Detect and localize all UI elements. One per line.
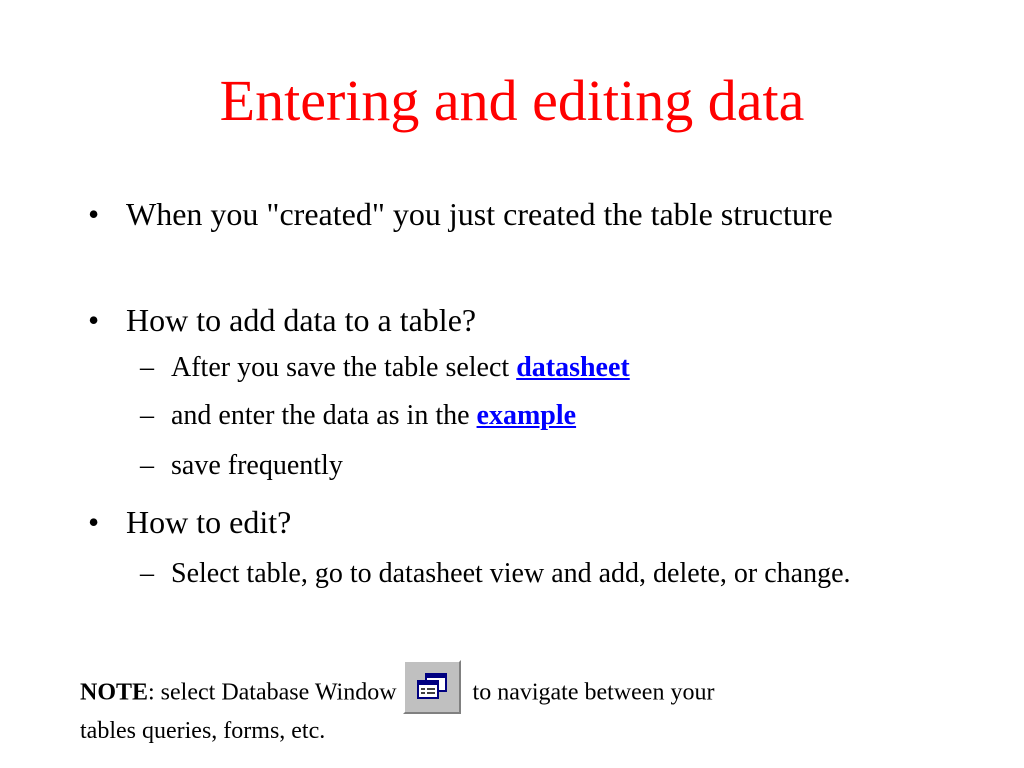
bullet-item: [88, 500, 908, 544]
note-label: NOTE: [80, 679, 149, 706]
sub-bullet-text: save frequently: [171, 450, 343, 481]
bullet-text: How to add data to a table?: [126, 302, 477, 338]
example-link[interactable]: example: [476, 400, 577, 431]
sub-bullet-item: [140, 348, 920, 388]
note-line-2: tables queries, forms, etc.: [80, 718, 326, 744]
bullet-text: When you "created" you just created the table structure: [126, 196, 833, 232]
sub-bullet-text: [171, 348, 920, 388]
bullet-item: [88, 298, 908, 342]
dash-marker: –: [140, 352, 154, 383]
sub-bullet-item: [140, 396, 920, 436]
sub-bullet-item: [140, 554, 920, 594]
database-window-button[interactable]: [403, 660, 461, 714]
dash-marker: –: [140, 400, 154, 431]
sub-bullet-text-before: After you save the table select: [171, 352, 517, 383]
dash-marker: –: [140, 558, 154, 589]
sub-bullet-text-before: and enter the data as in the: [171, 400, 477, 431]
dash-marker: –: [140, 450, 154, 481]
slide-title: Entering and editing data: [219, 68, 805, 133]
note-text: [80, 674, 860, 748]
bullet-text: How to edit?: [126, 504, 292, 540]
sub-bullet-text: Select table, go to datasheet view and add, delete, or change.: [171, 558, 851, 589]
bullet-item: [88, 192, 908, 236]
datasheet-link[interactable]: datasheet: [516, 352, 630, 383]
bullet-marker: •: [88, 196, 100, 232]
sub-bullet-item: [140, 446, 920, 486]
note-line-1: [80, 674, 860, 714]
bullet-marker: •: [88, 504, 100, 540]
note-text-after-icon: to navigate between your: [466, 679, 715, 706]
sub-bullet-text: [171, 396, 920, 436]
note-text-before-icon: : select Database Window: [148, 679, 397, 706]
database-window-icon: [417, 673, 447, 701]
bullet-marker: •: [88, 302, 100, 338]
